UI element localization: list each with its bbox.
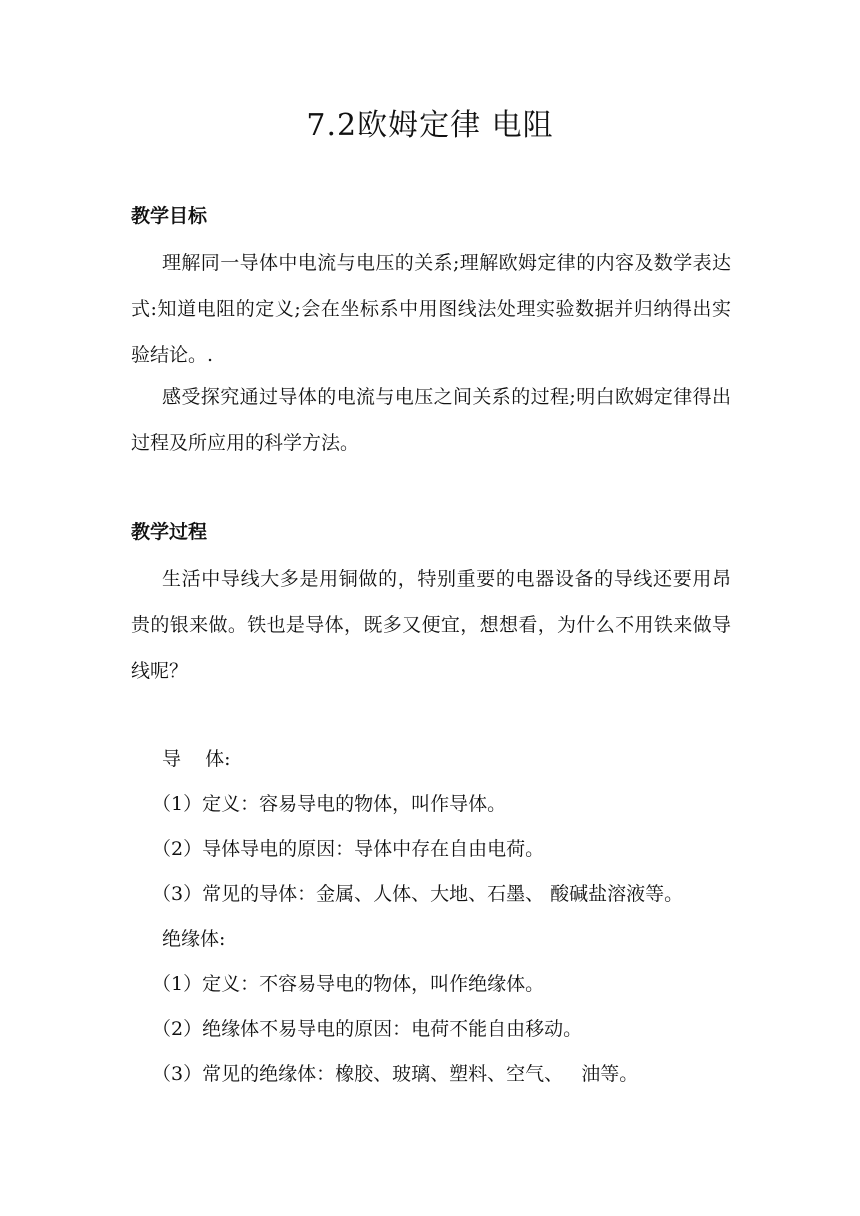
insulator-item-3: （3）常见的绝缘体：橡胶、玻璃、塑料、空气、 油等。 <box>152 1063 639 1085</box>
conductor-item-3: （3）常见的导体：金属、人体、大地、石墨、 酸碱盐溶液等。 <box>152 883 684 905</box>
conductor-item-1: （1）定义：容易导电的物体，叫作导体。 <box>152 793 507 815</box>
page-title: 7.2欧姆定律 电阻 <box>306 108 554 143</box>
conductor-label: 导 体: <box>162 748 231 770</box>
insulator-item-2: （2）绝缘体不易导电的原因：电荷不能自由移动。 <box>152 1018 583 1040</box>
conductor-item-2: （2）导体导电的原因：导体中存在自由电荷。 <box>152 838 545 860</box>
process-heading: 教学过程 <box>131 521 208 543</box>
objectives-paragraph-2: 感受探究通过导体的电流与电压之间关系的过程;明白欧姆定律得出过程及所应用的科学方法。 <box>131 386 731 454</box>
insulator-item-1: （1）定义：不容易导电的物体，叫作绝缘体。 <box>152 973 545 995</box>
objectives-heading: 教学目标 <box>131 205 208 227</box>
insulator-label: 绝缘体: <box>162 928 226 950</box>
process-paragraph-1: 生活中导线大多是用铜做的，特别重要的电器设备的导线还要用昂贵的银来做。铁也是导体，既多又便宜，想想看，为什么不用铁来做导线呢？ <box>131 568 731 682</box>
objectives-paragraph-1: 理解同一导体中电流与电压的关系;理解欧姆定律的内容及数学表达式:知道电阻的定义;会在坐标系中用图线法处理实验数据并归纳得出实验结论。. <box>131 252 731 366</box>
